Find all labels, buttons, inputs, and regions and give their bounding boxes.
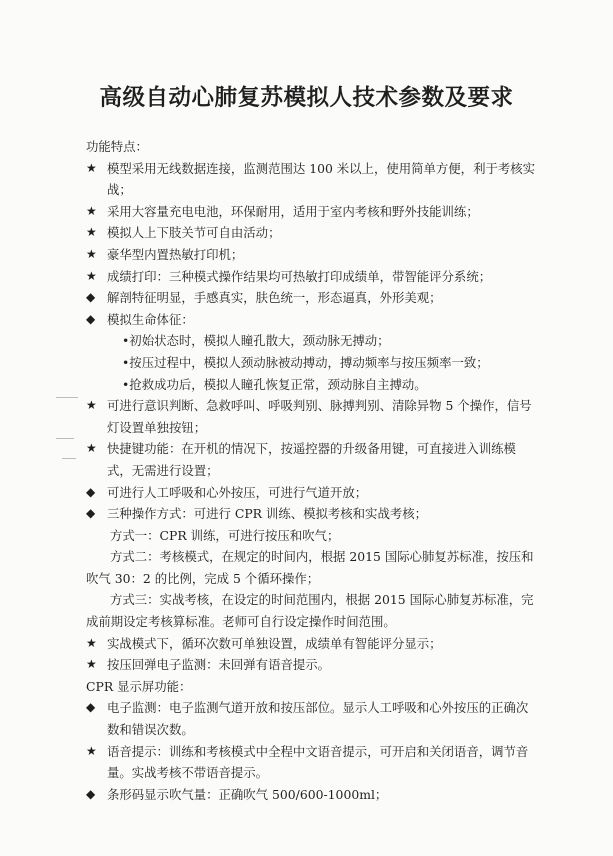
mode-paragraph: 方式三：实战考核，在设定的时间范围内，根据 2015 国际心肺复苏标准，完成前期设定考核算标准。老师可自行设定操作时间范围。	[86, 592, 534, 630]
list-item: ★ 成绩打印：三种模式操作结果均可热敏打印成绩单，带智能评分系统；	[86, 266, 536, 288]
list-item: ★ 实战模式下，循环次数可单独设置，成绩单有智能评分显示；	[86, 633, 536, 655]
list-item: ◆ 电子监测：电子监测气道开放和按压部位。显示人工呼吸和心外按压的正确次数和错误次数。	[86, 697, 536, 740]
star-bullet-icon: ★	[86, 743, 97, 758]
list-item: ◆ 三种操作方式：可进行 CPR 训练、模拟考核和实战考核；	[86, 503, 536, 525]
star-bullet-icon: ★	[86, 225, 97, 240]
scan-artifact-line	[62, 458, 76, 459]
mode-paragraph: 方式二：考核模式，在规定的时间内，根据 2015 国际心肺复苏标准，按压和吹气 30：2 的比例，完成 5 个循环操作；	[86, 549, 534, 586]
vital-sign-item: •初始状态时，模拟人瞳孔散大，颈动脉无搏动；	[122, 333, 390, 349]
list-item: ★ 按压回弹电子监测：未回弹有语音提示。	[86, 654, 536, 676]
list-item: ◆ 条形码显示吹气量：正确吹气 500/600-1000ml；	[86, 784, 536, 806]
star-bullet-icon: ★	[86, 160, 97, 175]
list-item: ★ 模拟人上下肢关节可自由活动；	[86, 222, 536, 244]
list-item: ◆ 可进行人工呼吸和心外按压，可进行气道开放；	[86, 482, 536, 504]
list-item: ◆ 解剖特征明显，手感真实，肤色统一，形态逼真，外形美观；	[86, 287, 536, 309]
diamond-bullet-icon: ◆	[86, 311, 96, 326]
star-bullet-icon: ★	[86, 657, 97, 672]
list-item: ★ 模型采用无线数据连接，监测范围达 100 米以上，使用简单方便，利于考核实战；	[86, 158, 536, 201]
section-heading-features: 功能特点：	[86, 139, 148, 154]
star-bullet-icon: ★	[86, 246, 97, 261]
diamond-bullet-icon: ◆	[86, 700, 96, 715]
vital-sign-item: •抢救成功后，模拟人瞳孔恢复正常，颈动脉自主搏动。	[122, 376, 427, 392]
diamond-bullet-icon: ◆	[86, 290, 96, 305]
star-bullet-icon: ★	[86, 203, 97, 218]
document-title: 高级自动心肺复苏模拟人技术参数及要求	[99, 85, 514, 111]
list-item: ★ 豪华型内置热敏打印机；	[86, 244, 536, 266]
vital-sign-item: •按压过程中，模拟人颈动脉被动搏动，搏动频率与按压频率一致；	[122, 354, 489, 370]
list-item: ◆ 模拟生命体征：	[86, 309, 536, 331]
list-item: ★ 采用大容量充电电池，环保耐用，适用于室内考核和野外技能训练；	[86, 201, 536, 223]
list-item: ★ 语音提示：训练和考核模式中全程中文语音提示，可开启和关闭语音，调节音量。实战考核不带语音提示。	[86, 741, 536, 784]
star-bullet-icon: ★	[86, 441, 97, 456]
star-bullet-icon: ★	[86, 268, 97, 283]
mode-paragraph: 方式一：CPR 训练，可进行按压和吹气；	[110, 527, 340, 543]
star-bullet-icon: ★	[86, 635, 97, 650]
document-body	[86, 136, 536, 805]
list-item: ★ 快捷键功能：在开机的情况下，按遥控器的升级备用键，可直接进入训练模式，无需进行设置；	[86, 438, 536, 481]
scan-artifact-line	[56, 397, 78, 398]
diamond-bullet-icon: ◆	[86, 484, 96, 499]
diamond-bullet-icon: ◆	[86, 506, 96, 521]
diamond-bullet-icon: ◆	[86, 786, 96, 801]
list-item: ★ 可进行意识判断、急救呼叫、呼吸判别、脉搏判别、清除异物 5 个操作，信号灯设置单独按钮；	[86, 395, 536, 438]
star-bullet-icon: ★	[86, 398, 97, 413]
section-heading-cpr-display: CPR 显示屏功能：	[86, 678, 192, 694]
scan-artifact-line	[56, 438, 74, 439]
